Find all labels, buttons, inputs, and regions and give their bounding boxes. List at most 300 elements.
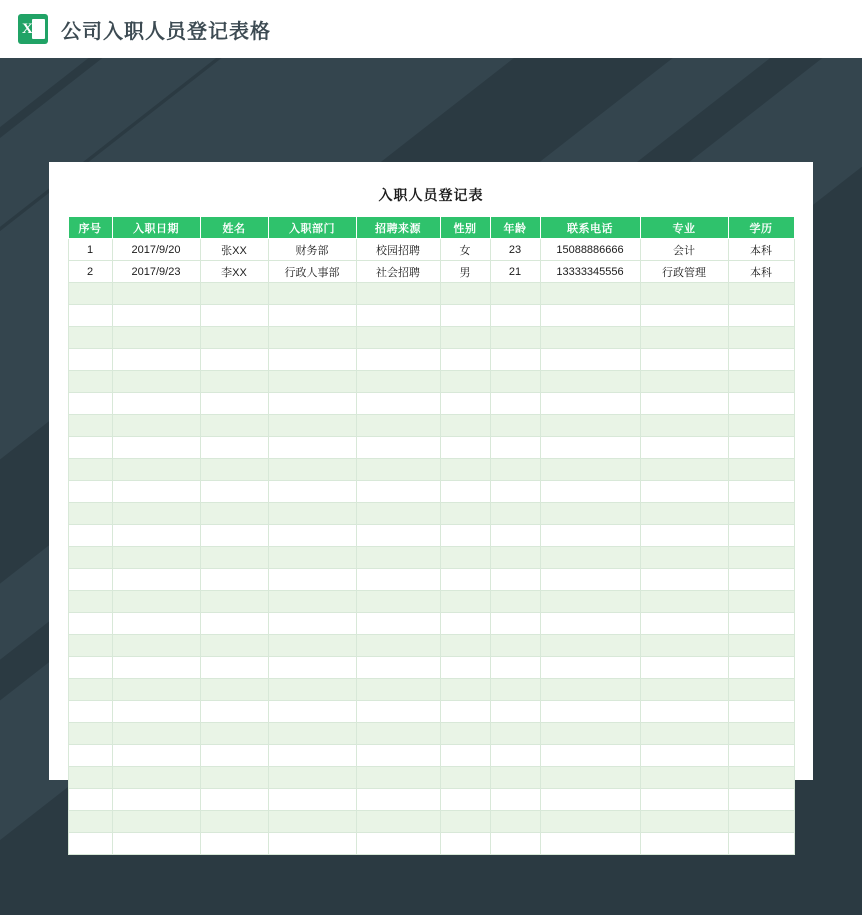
cell-empty[interactable] [112,569,200,591]
cell-empty[interactable] [68,657,112,679]
cell-empty[interactable] [728,481,794,503]
cell-empty[interactable] [440,569,490,591]
cell-empty[interactable] [200,371,268,393]
cell-empty[interactable] [640,569,728,591]
cell-empty[interactable] [200,481,268,503]
cell-empty[interactable] [440,789,490,811]
cell-empty[interactable] [200,657,268,679]
cell-empty[interactable] [200,547,268,569]
cell-empty[interactable] [68,503,112,525]
cell-empty[interactable] [356,723,440,745]
cell-empty[interactable] [268,283,356,305]
cell-empty[interactable] [112,547,200,569]
cell-empty[interactable] [356,789,440,811]
cell-empty[interactable] [640,745,728,767]
cell-empty[interactable] [68,591,112,613]
table-row-empty[interactable] [68,393,794,415]
cell-empty[interactable] [200,613,268,635]
cell-empty[interactable] [440,305,490,327]
cell-empty[interactable] [268,393,356,415]
cell-empty[interactable] [356,701,440,723]
cell-empty[interactable] [440,811,490,833]
cell-empty[interactable] [68,635,112,657]
cell-empty[interactable] [356,745,440,767]
cell-empty[interactable] [68,349,112,371]
cell-empty[interactable] [490,569,540,591]
cell-empty[interactable] [68,789,112,811]
cell-phone[interactable]: 13333345556 [540,261,640,283]
cell-empty[interactable] [540,349,640,371]
cell-empty[interactable] [68,833,112,855]
cell-empty[interactable] [540,657,640,679]
cell-empty[interactable] [640,459,728,481]
table-row[interactable] [68,239,794,261]
cell-empty[interactable] [640,723,728,745]
cell-empty[interactable] [68,327,112,349]
cell-empty[interactable] [268,327,356,349]
cell-empty[interactable] [268,371,356,393]
cell-empty[interactable] [68,525,112,547]
cell-empty[interactable] [268,547,356,569]
cell-empty[interactable] [200,437,268,459]
cell-empty[interactable] [268,679,356,701]
cell-empty[interactable] [200,569,268,591]
cell-empty[interactable] [356,679,440,701]
cell-gender[interactable]: 女 [440,239,490,261]
table-row-empty[interactable] [68,525,794,547]
cell-empty[interactable] [440,371,490,393]
table-row-empty[interactable] [68,371,794,393]
cell-empty[interactable] [490,525,540,547]
cell-empty[interactable] [356,349,440,371]
cell-empty[interactable] [356,525,440,547]
table-row-empty[interactable] [68,481,794,503]
cell-empty[interactable] [640,371,728,393]
cell-empty[interactable] [440,723,490,745]
cell-empty[interactable] [728,283,794,305]
cell-empty[interactable] [200,283,268,305]
cell-empty[interactable] [640,789,728,811]
cell-empty[interactable] [640,811,728,833]
cell-empty[interactable] [356,415,440,437]
cell-empty[interactable] [640,305,728,327]
cell-empty[interactable] [490,635,540,657]
cell-empty[interactable] [490,283,540,305]
cell-phone[interactable]: 15088886666 [540,239,640,261]
cell-date[interactable]: 2017/9/23 [112,261,200,283]
cell-empty[interactable] [540,723,640,745]
cell-empty[interactable] [200,327,268,349]
cell-empty[interactable] [540,569,640,591]
cell-empty[interactable] [200,811,268,833]
cell-seq[interactable]: 1 [68,239,112,261]
cell-empty[interactable] [200,415,268,437]
cell-empty[interactable] [490,459,540,481]
cell-empty[interactable] [490,833,540,855]
cell-empty[interactable] [640,283,728,305]
cell-empty[interactable] [268,591,356,613]
cell-empty[interactable] [540,327,640,349]
cell-empty[interactable] [268,657,356,679]
cell-empty[interactable] [490,327,540,349]
cell-source[interactable]: 校园招聘 [356,239,440,261]
cell-empty[interactable] [490,767,540,789]
cell-empty[interactable] [728,503,794,525]
cell-name[interactable]: 李XX [200,261,268,283]
cell-empty[interactable] [356,327,440,349]
cell-empty[interactable] [440,525,490,547]
cell-empty[interactable] [440,283,490,305]
cell-empty[interactable] [200,701,268,723]
cell-empty[interactable] [540,503,640,525]
cell-empty[interactable] [200,393,268,415]
cell-empty[interactable] [200,767,268,789]
cell-empty[interactable] [640,547,728,569]
cell-empty[interactable] [440,657,490,679]
cell-empty[interactable] [112,437,200,459]
cell-empty[interactable] [728,613,794,635]
cell-empty[interactable] [112,415,200,437]
cell-empty[interactable] [356,811,440,833]
cell-empty[interactable] [640,437,728,459]
cell-empty[interactable] [112,393,200,415]
cell-empty[interactable] [640,393,728,415]
cell-empty[interactable] [200,591,268,613]
table-row-empty[interactable] [68,789,794,811]
cell-empty[interactable] [640,833,728,855]
cell-empty[interactable] [112,525,200,547]
cell-empty[interactable] [728,767,794,789]
cell-gender[interactable]: 男 [440,261,490,283]
cell-empty[interactable] [112,789,200,811]
cell-empty[interactable] [540,459,640,481]
cell-empty[interactable] [490,503,540,525]
cell-empty[interactable] [728,811,794,833]
cell-empty[interactable] [640,327,728,349]
cell-empty[interactable] [68,393,112,415]
cell-empty[interactable] [356,657,440,679]
cell-empty[interactable] [68,679,112,701]
cell-empty[interactable] [356,459,440,481]
cell-empty[interactable] [268,459,356,481]
cell-empty[interactable] [440,745,490,767]
cell-empty[interactable] [268,525,356,547]
cell-empty[interactable] [640,481,728,503]
cell-age[interactable]: 21 [490,261,540,283]
cell-empty[interactable] [490,679,540,701]
cell-empty[interactable] [268,833,356,855]
table-row-empty[interactable] [68,437,794,459]
cell-empty[interactable] [640,657,728,679]
table-row-empty[interactable] [68,349,794,371]
cell-empty[interactable] [112,833,200,855]
cell-empty[interactable] [356,503,440,525]
cell-empty[interactable] [268,481,356,503]
cell-empty[interactable] [112,459,200,481]
cell-empty[interactable] [490,745,540,767]
cell-empty[interactable] [728,657,794,679]
cell-empty[interactable] [640,349,728,371]
cell-empty[interactable] [200,723,268,745]
cell-empty[interactable] [268,701,356,723]
cell-empty[interactable] [728,415,794,437]
table-row-empty[interactable] [68,679,794,701]
cell-empty[interactable] [728,371,794,393]
cell-empty[interactable] [200,833,268,855]
cell-empty[interactable] [490,481,540,503]
cell-empty[interactable] [268,745,356,767]
cell-empty[interactable] [68,305,112,327]
cell-empty[interactable] [728,393,794,415]
cell-date[interactable]: 2017/9/20 [112,239,200,261]
cell-empty[interactable] [112,745,200,767]
cell-empty[interactable] [356,613,440,635]
cell-empty[interactable] [540,547,640,569]
cell-empty[interactable] [356,767,440,789]
cell-major[interactable]: 行政管理 [640,261,728,283]
cell-empty[interactable] [268,349,356,371]
cell-empty[interactable] [68,547,112,569]
cell-empty[interactable] [356,591,440,613]
cell-empty[interactable] [490,305,540,327]
cell-empty[interactable] [200,503,268,525]
cell-empty[interactable] [112,591,200,613]
cell-empty[interactable] [540,415,640,437]
cell-empty[interactable] [200,459,268,481]
cell-empty[interactable] [68,745,112,767]
cell-empty[interactable] [540,283,640,305]
cell-empty[interactable] [440,591,490,613]
cell-empty[interactable] [440,635,490,657]
cell-empty[interactable] [490,393,540,415]
cell-empty[interactable] [728,569,794,591]
cell-empty[interactable] [728,745,794,767]
cell-empty[interactable] [200,789,268,811]
cell-empty[interactable] [728,723,794,745]
cell-empty[interactable] [268,613,356,635]
cell-empty[interactable] [356,371,440,393]
cell-empty[interactable] [268,789,356,811]
cell-empty[interactable] [440,833,490,855]
cell-empty[interactable] [540,833,640,855]
cell-empty[interactable] [440,459,490,481]
cell-empty[interactable] [200,305,268,327]
cell-empty[interactable] [540,393,640,415]
table-row-empty[interactable] [68,327,794,349]
cell-empty[interactable] [490,723,540,745]
cell-empty[interactable] [540,701,640,723]
cell-empty[interactable] [440,437,490,459]
cell-source[interactable]: 社会招聘 [356,261,440,283]
cell-empty[interactable] [68,371,112,393]
cell-empty[interactable] [200,679,268,701]
cell-empty[interactable] [490,789,540,811]
cell-empty[interactable] [356,481,440,503]
cell-empty[interactable] [728,591,794,613]
table-row-empty[interactable] [68,591,794,613]
cell-empty[interactable] [68,767,112,789]
cell-empty[interactable] [440,767,490,789]
cell-empty[interactable] [268,415,356,437]
table-row-empty[interactable] [68,701,794,723]
cell-empty[interactable] [268,305,356,327]
cell-empty[interactable] [440,415,490,437]
table-row-empty[interactable] [68,305,794,327]
cell-empty[interactable] [112,657,200,679]
cell-empty[interactable] [200,745,268,767]
cell-empty[interactable] [200,525,268,547]
table-row-empty[interactable] [68,459,794,481]
cell-empty[interactable] [728,833,794,855]
cell-empty[interactable] [268,569,356,591]
cell-empty[interactable] [540,811,640,833]
cell-empty[interactable] [728,547,794,569]
cell-empty[interactable] [440,327,490,349]
cell-empty[interactable] [540,613,640,635]
cell-empty[interactable] [68,459,112,481]
cell-empty[interactable] [440,679,490,701]
cell-empty[interactable] [728,679,794,701]
cell-empty[interactable] [68,415,112,437]
cell-empty[interactable] [112,283,200,305]
cell-empty[interactable] [356,569,440,591]
cell-empty[interactable] [540,591,640,613]
cell-empty[interactable] [68,613,112,635]
cell-empty[interactable] [540,767,640,789]
cell-empty[interactable] [68,569,112,591]
cell-empty[interactable] [356,547,440,569]
table-row-empty[interactable] [68,745,794,767]
cell-empty[interactable] [540,679,640,701]
cell-empty[interactable] [728,349,794,371]
cell-empty[interactable] [440,393,490,415]
cell-empty[interactable] [356,393,440,415]
cell-major[interactable]: 会计 [640,239,728,261]
cell-empty[interactable] [68,481,112,503]
cell-empty[interactable] [112,305,200,327]
table-row-empty[interactable] [68,833,794,855]
cell-empty[interactable] [440,701,490,723]
cell-empty[interactable] [68,811,112,833]
cell-empty[interactable] [640,679,728,701]
cell-empty[interactable] [268,811,356,833]
cell-seq[interactable]: 2 [68,261,112,283]
cell-empty[interactable] [112,613,200,635]
cell-dept[interactable]: 行政人事部 [268,261,356,283]
cell-empty[interactable] [112,723,200,745]
table-row-empty[interactable] [68,635,794,657]
cell-empty[interactable] [728,327,794,349]
cell-empty[interactable] [68,437,112,459]
cell-age[interactable]: 23 [490,239,540,261]
cell-empty[interactable] [490,613,540,635]
cell-empty[interactable] [112,349,200,371]
cell-empty[interactable] [440,349,490,371]
table-row-empty[interactable] [68,613,794,635]
cell-empty[interactable] [540,635,640,657]
cell-empty[interactable] [640,613,728,635]
cell-empty[interactable] [728,437,794,459]
cell-empty[interactable] [440,613,490,635]
cell-name[interactable]: 张XX [200,239,268,261]
cell-empty[interactable] [490,371,540,393]
cell-empty[interactable] [112,701,200,723]
cell-empty[interactable] [268,437,356,459]
cell-empty[interactable] [728,701,794,723]
table-row-empty[interactable] [68,569,794,591]
cell-empty[interactable] [440,547,490,569]
cell-empty[interactable] [490,701,540,723]
cell-empty[interactable] [356,635,440,657]
table-row-empty[interactable] [68,657,794,679]
cell-empty[interactable] [490,437,540,459]
cell-empty[interactable] [112,767,200,789]
cell-empty[interactable] [540,745,640,767]
cell-empty[interactable] [440,481,490,503]
cell-empty[interactable] [490,811,540,833]
table-row-empty[interactable] [68,811,794,833]
cell-empty[interactable] [490,657,540,679]
table-row-empty[interactable] [68,415,794,437]
cell-empty[interactable] [640,525,728,547]
cell-empty[interactable] [112,327,200,349]
table-row-empty[interactable] [68,723,794,745]
cell-empty[interactable] [112,679,200,701]
cell-dept[interactable]: 财务部 [268,239,356,261]
cell-empty[interactable] [68,283,112,305]
cell-empty[interactable] [356,833,440,855]
cell-empty[interactable] [490,591,540,613]
cell-education[interactable]: 本科 [728,261,794,283]
cell-empty[interactable] [200,635,268,657]
cell-empty[interactable] [68,701,112,723]
cell-empty[interactable] [268,503,356,525]
cell-empty[interactable] [728,459,794,481]
cell-empty[interactable] [268,767,356,789]
table-row-empty[interactable] [68,503,794,525]
cell-empty[interactable] [540,437,640,459]
cell-empty[interactable] [268,635,356,657]
cell-empty[interactable] [112,371,200,393]
cell-empty[interactable] [490,415,540,437]
cell-empty[interactable] [356,305,440,327]
table-row-empty[interactable] [68,283,794,305]
cell-empty[interactable] [112,481,200,503]
cell-empty[interactable] [440,503,490,525]
cell-empty[interactable] [268,723,356,745]
cell-empty[interactable] [728,305,794,327]
cell-empty[interactable] [640,591,728,613]
cell-empty[interactable] [68,723,112,745]
cell-empty[interactable] [640,635,728,657]
cell-empty[interactable] [112,635,200,657]
cell-empty[interactable] [728,525,794,547]
table-row-empty[interactable] [68,767,794,789]
cell-empty[interactable] [112,503,200,525]
cell-empty[interactable] [540,481,640,503]
cell-empty[interactable] [490,547,540,569]
cell-empty[interactable] [356,283,440,305]
cell-empty[interactable] [112,811,200,833]
cell-empty[interactable] [640,415,728,437]
table-row-empty[interactable] [68,547,794,569]
cell-empty[interactable] [640,503,728,525]
cell-empty[interactable] [490,349,540,371]
cell-empty[interactable] [540,371,640,393]
cell-empty[interactable] [640,767,728,789]
cell-empty[interactable] [540,305,640,327]
cell-empty[interactable] [540,789,640,811]
